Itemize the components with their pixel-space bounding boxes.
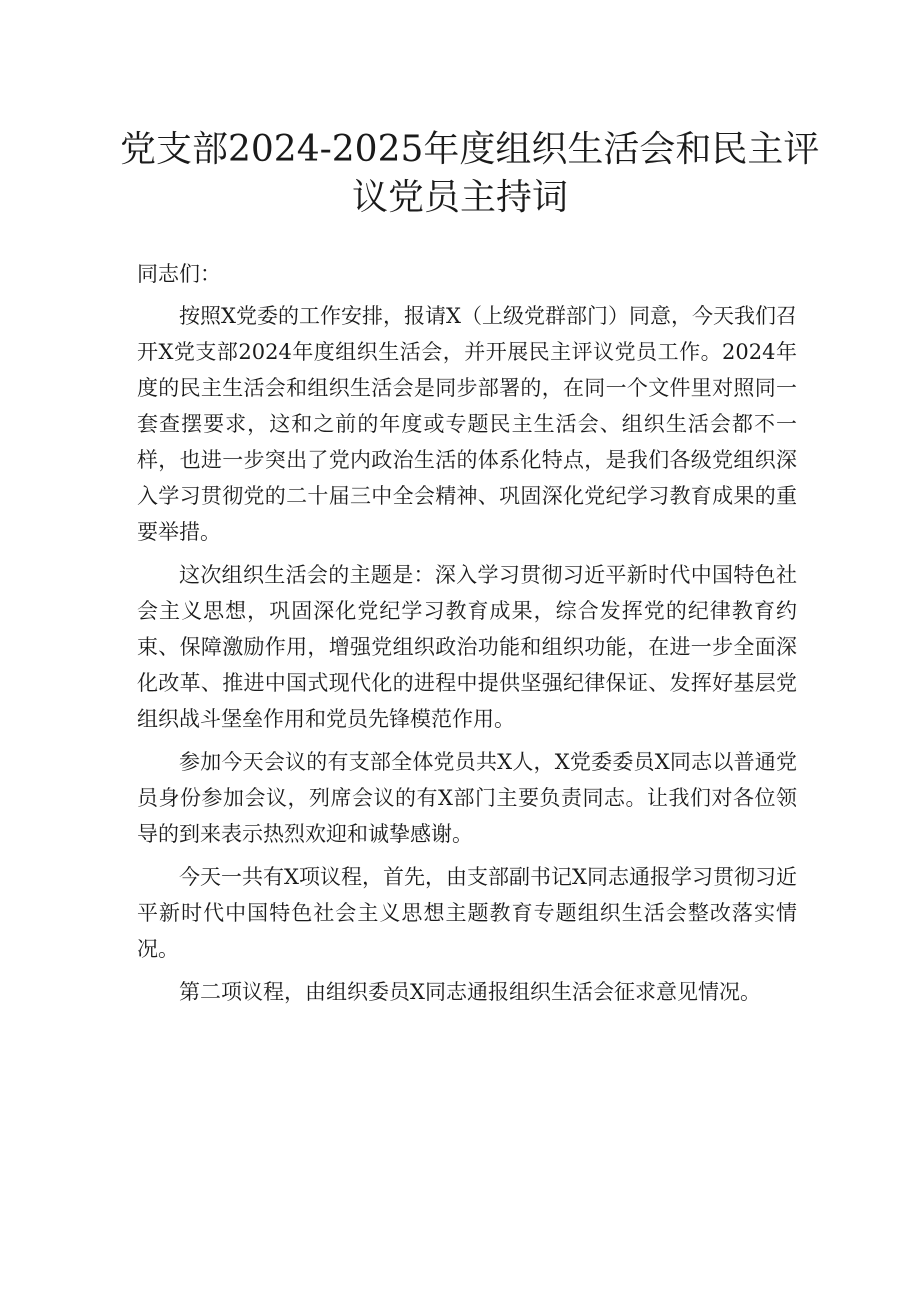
paragraph-attendees: 参加今天会议的有支部全体党员共X人，X党委委员X同志以普通党员身份参加会议，列席会议的有X部门主要负责同志。让我们对各位领导的到来表示热烈欢迎和诚挚感谢。	[137, 750, 797, 846]
title-line-1: 党支部2024-2025年度组织生活会和民主评	[120, 129, 820, 170]
document-body	[137, 256, 797, 1017]
document-title	[120, 126, 820, 222]
salutation: 同志们：	[137, 262, 221, 286]
paragraph-theme: 这次组织生活会的主题是：深入学习贯彻习近平新时代中国特色社会主义思想，巩固深化党纪学习教育成果，综合发挥党的纪律教育约束、保障激励作用，增强党组织政治功能和组织功能，在进一步全面深化改革、推进中国式现代化的进程中提供坚强纪律保证、发挥好基层党组织战斗堡垒作用和党员先锋模范作用。	[137, 563, 797, 731]
paragraph-agenda-first: 今天一共有X项议程，首先，由支部副书记X同志通报学习贯彻习近平新时代中国特色社会主义思想主题教育专题组织生活会整改落实情况。	[137, 865, 797, 961]
paragraph-agenda-second: 第二项议程，由组织委员X同志通报组织生活会征求意见情况。	[179, 980, 761, 1004]
paragraph-opening: 按照X党委的工作安排，报请X（上级党群部门）同意，今天我们召开X党支部2024年度组织生活会，并开展民主评议党员工作。2024年度的民主生活会和组织生活会是同步部署的，在同一个文件里对照同一套查摆要求，这和之前的年度或专题民主生活会、组织生活会都不一样，也进一步突出了党内政治生活的体系化特点，是我们各级党组织深入学习贯彻党的二十届三中全会精神、巩固深化党纪学习教育成果的重要举措。	[137, 304, 797, 544]
title-line-2: 议党员主持词	[351, 177, 568, 218]
